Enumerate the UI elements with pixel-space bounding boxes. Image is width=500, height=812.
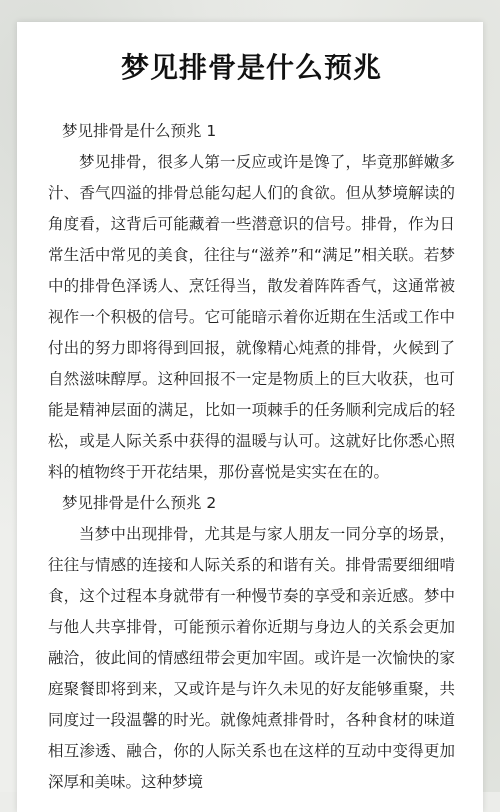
section-heading-2: 梦见排骨是什么预兆 2 [62, 494, 217, 512]
section-paragraph-2: 当梦中出现排骨，尤其是与家人朋友一同分享的场景，往往与情感的连接和人际关系的和谐有关。排骨需要细细啃食，这个过程本身就带有一种慢节奏的享受和亲近感。梦中与他人共享排骨，可能预示着你近期与身边人的关系会更加融洽，彼此间的情感纽带会更加牢固。或许是一次愉快的家庭聚餐即将到来，又或许是与许久未见的好友能够重聚，共同度过一段温馨的时光。就像炖煮排骨时，各种食材的味道相互渗透、融合，你的人际关系也在这样的互动中变得更加深厚和美味。这种梦境 [48, 525, 455, 791]
page-title: 梦见排骨是什么预兆 [120, 51, 382, 84]
section-heading-1: 梦见排骨是什么预兆 1 [62, 122, 217, 140]
section-paragraph-1: 梦见排骨，很多人第一反应或许是馋了，毕竟那鲜嫩多汁、香气四溢的排骨总能勾起人们的食欲。但从梦境解读的角度看，这背后可能藏着一些潜意识的信号。排骨，作为日常生活中常见的美食，往往与“滋养”和“满足”相关联。若梦中的排骨色泽诱人、烹饪得当，散发着阵阵香气，这通常被视作一个积极的信号。它可能暗示着你近期在生活或工作中付出的努力即将得到回报，就像精心炖煮的排骨，火候到了自然滋味醇厚。这种回报不一定是物质上的巨大收获，也可能是精神层面的满足，比如一项棘手的任务顺利完成后的轻松，或是人际关系中获得的温暖与认可。这就好比你悉心照料的植物终于开花结果，那份喜悦是实实在在的。 [48, 153, 455, 481]
article-card [17, 22, 483, 812]
